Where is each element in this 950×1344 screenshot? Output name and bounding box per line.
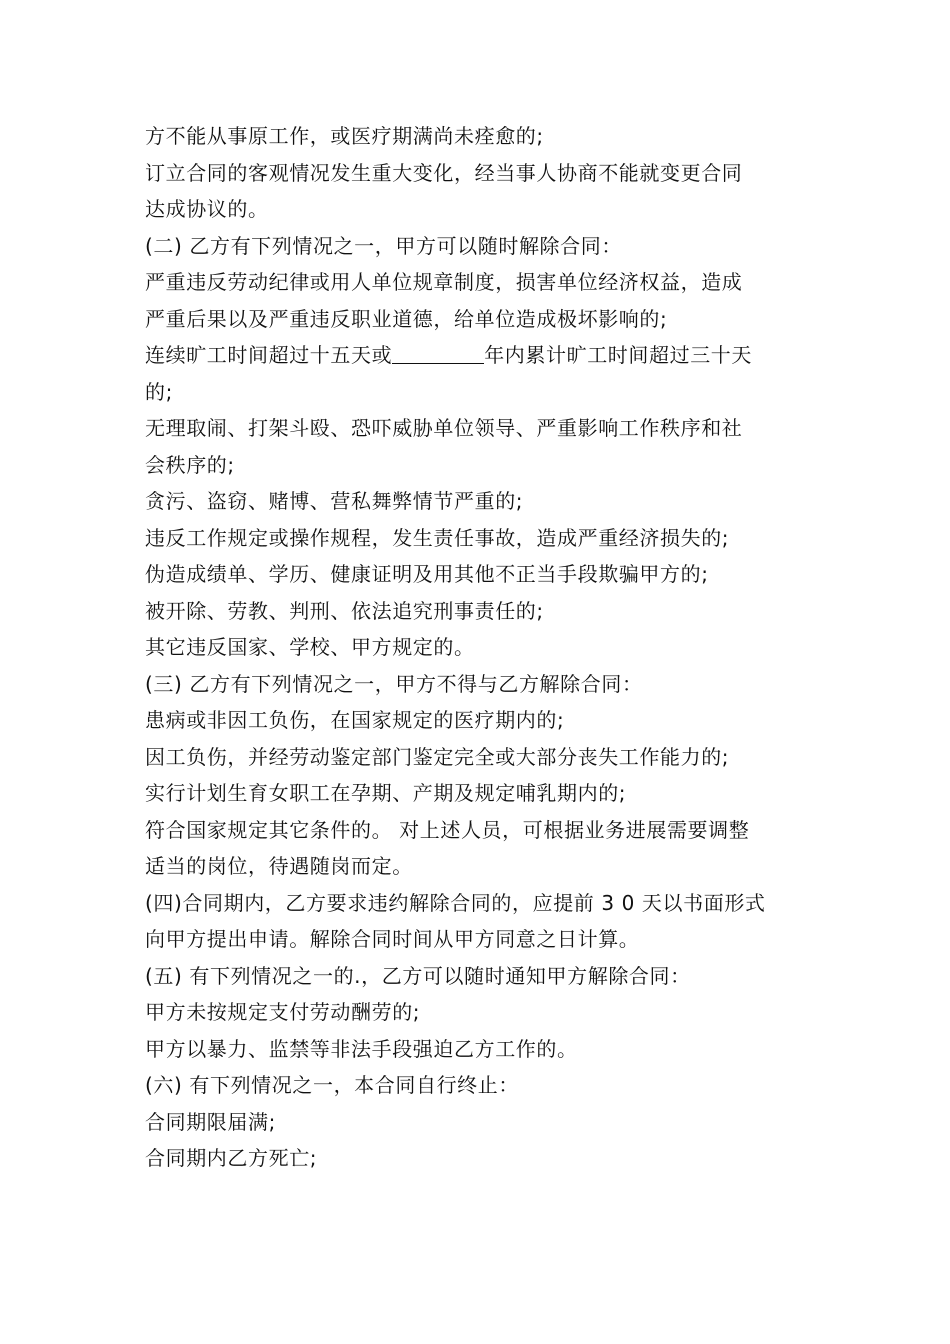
- text-line: 合同期内乙方死亡;: [145, 1146, 318, 1170]
- section-heading: (二) 乙方有下列情况之一，甲方可以随时解除合同：: [145, 233, 622, 258]
- text-line: 会秩序的;: [145, 452, 235, 477]
- text-line: 甲方以暴力、监禁等非法手段强迫乙方工作的。: [145, 1036, 578, 1061]
- text-line-with-blank: [145, 337, 810, 374]
- text-line: 合同期限届满;: [145, 1109, 276, 1134]
- document-body: [145, 118, 810, 1177]
- text-line: 的;: [145, 379, 173, 404]
- text-line: 被开除、劳教、判刑、依法追究刑事责任的;: [145, 598, 544, 623]
- text-line: 实行计划生育女职工在孕期、产期及规定哺乳期内的;: [145, 781, 627, 805]
- text-line: 达成协议的。: [145, 197, 269, 221]
- text-line: 方不能从事原工作，或医疗期满尚未痊愈的;: [145, 124, 544, 148]
- section-heading: (五) 有下列情况之一的.，乙方可以随时通知甲方解除合同：: [145, 963, 691, 988]
- text-line: 因工负伤，并经劳动鉴定部门鉴定完全或大部分丧失工作能力的;: [145, 744, 730, 769]
- text-line: 甲方未按规定支付劳动酬劳的;: [145, 1000, 421, 1024]
- text-line: 无理取闹、打架斗殴、恐吓威胁单位领导、严重影响工作秩序和社: [145, 416, 743, 440]
- text-line: 严重违反劳动纪律或用人单位规章制度，损害单位经济权益，造成: [145, 270, 743, 294]
- text-line: 符合国家规定其它条件的。 对上述人员，可根据业务进展需要调整: [145, 817, 750, 842]
- text-line: 向甲方提出申请。解除合同时间从甲方同意之日计算。: [145, 927, 640, 951]
- text-line: 订立合同的客观情况发生重大变化，经当事人协商不能就变更合同: [145, 160, 743, 185]
- text-line: 贪污、盗窃、赌博、营私舞弊情节严重的;: [145, 489, 524, 513]
- fill-in-blank: [392, 343, 484, 364]
- section-heading: (三) 乙方有下列情况之一，甲方不得与乙方解除合同：: [145, 671, 643, 696]
- text-line: 适当的岗位，待遇随岗而定。: [145, 854, 413, 878]
- text-line: 严重后果以及严重违反职业道德，给单位造成极坏影响的;: [145, 306, 668, 331]
- text-line: 其它违反国家、学校、甲方规定的。: [145, 635, 475, 659]
- section-heading: (六) 有下列情况之一，本合同自行终止：: [145, 1073, 519, 1097]
- text-line: 违反工作规定或操作规程，发生责任事故，造成严重经济损失的;: [145, 525, 730, 550]
- text-after-blank: 年内累计旷工时间超过三十天: [484, 343, 753, 367]
- text-line: 患病或非因工负伤，在国家规定的医疗期内的;: [145, 708, 565, 732]
- text-line: 伪造成绩单、学历、健康证明及用其他不正当手段欺骗甲方的;: [145, 562, 709, 586]
- text-before-blank: 连续旷工时间超过十五天或: [145, 343, 393, 367]
- section-heading: (四)合同期内，乙方要求违约解除合同的，应提前 3 0 天以书面形式: [145, 890, 766, 915]
